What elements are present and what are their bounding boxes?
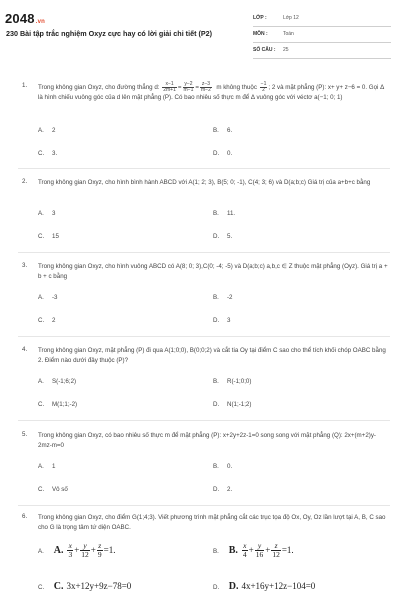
option-text: S(-1;6;2) bbox=[52, 378, 77, 385]
numerator: z bbox=[98, 541, 102, 550]
info-row-subject bbox=[253, 27, 391, 43]
stem-text: Trong không gian Oxyz, cho đường thẳng d: bbox=[38, 84, 160, 92]
stem-text: 2 và mặt phẳng (P): x+ y+ z−6 = 0. Gọi Δ là hình chiếu vuông góc của d lên mặt phẳng (P). Có bao nhiêu số thực m để Δ vuông góc với véctơ a(−1; 0; 1) bbox=[38, 84, 384, 101]
numerator: y−2 bbox=[184, 81, 193, 87]
option-a[interactable] bbox=[38, 294, 58, 301]
denominator: 2 bbox=[262, 87, 265, 93]
question-number: 3. bbox=[22, 262, 28, 269]
fraction bbox=[271, 542, 281, 559]
option-letter: A. bbox=[38, 463, 44, 470]
option-letter: D. bbox=[213, 401, 220, 408]
denominator: 3 bbox=[68, 550, 73, 559]
info-label: MÔN : bbox=[253, 31, 268, 37]
option-a[interactable] bbox=[38, 378, 76, 385]
option-c[interactable] bbox=[38, 401, 77, 408]
option-letter: D. bbox=[213, 150, 220, 157]
numerator: z bbox=[271, 542, 281, 551]
denominator: 16 bbox=[255, 550, 264, 559]
option-b[interactable] bbox=[213, 294, 233, 301]
option-big-letter: B. bbox=[228, 544, 238, 556]
option-text: 2. bbox=[227, 486, 233, 493]
denominator: 9 bbox=[97, 550, 102, 559]
logo-suffix: .vn bbox=[35, 19, 46, 25]
option-a[interactable] bbox=[38, 127, 55, 134]
option-letter: C. bbox=[38, 233, 45, 240]
option-text: 3 bbox=[227, 317, 231, 324]
option-letter: A. bbox=[38, 378, 44, 385]
option-b[interactable] bbox=[213, 127, 232, 134]
option-letter: D. bbox=[213, 486, 220, 493]
question-stem: Trong không gian Oxyz, mặt phẳng (P) đi qua A(1;0;0), B(0;0;2) và cắt tia Oy tại điểm C sao cho thể tích khối chóp OABC bằng 2. Điểm nào dưới đây thuộc (P)? bbox=[38, 347, 386, 364]
option-letter: C. bbox=[38, 486, 45, 493]
denominator: 4 bbox=[242, 550, 247, 559]
denominator: 12 bbox=[272, 550, 280, 559]
divider bbox=[18, 336, 390, 337]
option-d[interactable] bbox=[213, 486, 232, 493]
fraction bbox=[183, 82, 195, 93]
option-letter: A. bbox=[38, 210, 44, 217]
option-a[interactable] bbox=[38, 210, 55, 217]
option-c[interactable] bbox=[38, 581, 131, 592]
info-label: LỚP : bbox=[253, 15, 267, 21]
option-c[interactable] bbox=[38, 486, 68, 493]
option-text: -3 bbox=[52, 294, 58, 301]
option-letter: D. bbox=[213, 584, 220, 591]
option-formula bbox=[229, 581, 316, 591]
question-number: 2. bbox=[22, 178, 28, 185]
info-label: SỐ CÂU : bbox=[253, 47, 276, 53]
option-letter: B. bbox=[213, 463, 219, 470]
option-letter: C. bbox=[38, 317, 45, 324]
option-text: 0. bbox=[227, 463, 233, 470]
option-big-letter: C. bbox=[53, 581, 64, 592]
option-text: 15 bbox=[52, 233, 59, 240]
option-b[interactable] bbox=[213, 542, 294, 559]
option-letter: B. bbox=[213, 378, 219, 385]
option-c[interactable] bbox=[38, 233, 59, 240]
option-letter: A. bbox=[38, 294, 44, 301]
question-stem: Trong không gian Oxyz, có bao nhiêu số thực m để mặt phẳng (P): x+2y+2z-1=0 song song với mặt phẳng (Q): 2x+(m+2)y-2mz-m=0 bbox=[38, 432, 376, 449]
info-value: 25 bbox=[283, 47, 289, 53]
option-d[interactable] bbox=[213, 581, 315, 592]
formula-tail: =1. bbox=[281, 544, 294, 555]
option-text: 2 bbox=[52, 127, 56, 134]
divider bbox=[18, 420, 390, 421]
option-c[interactable] bbox=[38, 317, 55, 324]
option-letter: B. bbox=[213, 294, 219, 301]
numerator: −1 bbox=[260, 81, 267, 87]
denominator: 12 bbox=[81, 550, 89, 559]
question-number: 6. bbox=[22, 513, 28, 520]
option-letter: B. bbox=[213, 127, 219, 134]
fraction bbox=[162, 82, 177, 93]
info-row-class bbox=[253, 11, 391, 27]
option-text: 2 bbox=[52, 317, 56, 324]
option-text: 3 bbox=[52, 210, 56, 217]
numerator: z−3 bbox=[201, 81, 211, 87]
option-d[interactable] bbox=[213, 233, 232, 240]
numerator: y bbox=[80, 542, 90, 551]
document-title: 230 Bài tập trắc nghiệm Oxyz cực hay có lời giải chi tiết (P2) bbox=[6, 29, 213, 38]
option-text: -2 bbox=[227, 294, 233, 301]
option-letter: B. bbox=[213, 210, 219, 217]
option-letter: C. bbox=[38, 150, 45, 157]
option-text: N(1;-1;2) bbox=[227, 401, 252, 408]
option-letter: D. bbox=[213, 317, 220, 324]
divider bbox=[18, 252, 390, 253]
question-number: 4. bbox=[22, 346, 28, 353]
numerator: x bbox=[68, 541, 73, 550]
formula-tail: =1. bbox=[103, 544, 116, 555]
denominator: m−2 bbox=[201, 87, 211, 93]
equals: = bbox=[195, 84, 199, 92]
info-panel bbox=[253, 11, 391, 59]
info-row-count bbox=[253, 43, 391, 59]
stem-text: m không thuộc bbox=[216, 84, 257, 92]
option-text: 1 bbox=[52, 463, 56, 470]
option-text: M(1;1;-2) bbox=[52, 401, 78, 408]
option-letter: A. bbox=[38, 547, 44, 555]
divider bbox=[18, 505, 390, 506]
option-text: 3. bbox=[52, 150, 58, 157]
option-text: 11. bbox=[227, 210, 236, 217]
option-formula: B. $\frac{x}{4}$ + $\frac{y}{16}$ + $\frac{z}{12}$ =1. bbox=[228, 541, 294, 559]
info-value: Lớp 12 bbox=[283, 15, 299, 21]
equals: = bbox=[177, 84, 182, 92]
option-big-letter: D. bbox=[228, 581, 239, 592]
option-letter: B. bbox=[213, 547, 219, 555]
numerator: x−1 bbox=[162, 82, 177, 88]
option-formula: A. $\frac{x}{3}$ + $\frac{y}{12}$ + $\frac{z}{9}$ =1. bbox=[53, 541, 116, 559]
numerator: x bbox=[243, 541, 247, 550]
option-letter: C. bbox=[38, 584, 45, 591]
option-d[interactable] bbox=[213, 401, 251, 408]
option-b[interactable] bbox=[213, 378, 251, 385]
option-d[interactable] bbox=[213, 150, 232, 157]
fraction bbox=[242, 542, 248, 559]
question-stem: Trong không gian Oxyz, cho đường thẳng d: $\frac{x-1}{2m+1}$ = $\frac{y-2}{m-1}$ = $\frac{z-3}{m-2}$ m không thuộc $\frac{-1}{2}$ ; 2 và mặt phẳng (P): x+ y+ z−6 = 0. Gọi Δ là hình chiếu vuông góc của d lên mặt phẳng (P). Có bao nhiêu số thực m để Δ vuông góc với véctơ a(−1; 0; 1) bbox=[38, 81, 384, 101]
fraction bbox=[67, 542, 73, 559]
option-big-letter: A. bbox=[53, 544, 64, 556]
option-formula bbox=[54, 581, 132, 591]
document-header bbox=[0, 0, 400, 64]
option-b[interactable] bbox=[213, 463, 232, 470]
denominator: m−1 bbox=[183, 87, 194, 93]
question-stem: Trong không gian Oxyz, cho hình bình hành ABCD với A(1; 2; 3), B(5; 0; -1), C(4; 3; 6) và D(a;b;c) Giá trị của a+b+c bằng bbox=[38, 179, 371, 186]
option-d[interactable] bbox=[213, 317, 230, 324]
option-text: Vô số bbox=[52, 486, 68, 493]
question-stem: Trong không gian Oxyz, cho hình vuông ABCD có A(8; 0; 3),C(0; -4; -5) và D(a;b;c) a,b,c ∈ Z thuộc mặt phẳng (Oyz). Giá trị a + b + c bằng bbox=[38, 263, 388, 280]
question-stem: Trong không gian Oxyz, cho điểm G(1;4;3). Viết phương trình mặt phẳng cắt các trục tọa độ Ox, Oy, Oz lần lượt tại A, B, C sao cho G là trọng tâm tứ diện OABC. bbox=[38, 514, 386, 531]
site-logo[interactable] bbox=[5, 11, 45, 26]
info-value: Toán bbox=[283, 31, 294, 37]
formula-expr: 4x+16y+12z−104=0 bbox=[241, 581, 316, 591]
option-a[interactable] bbox=[38, 542, 115, 559]
option-b[interactable] bbox=[213, 210, 235, 217]
denominator: 2m+1 bbox=[163, 87, 176, 93]
option-a[interactable] bbox=[38, 463, 55, 470]
question-number: 5. bbox=[22, 431, 28, 438]
fraction bbox=[80, 542, 90, 559]
formula-expr: 3x+12y+9z−78=0 bbox=[66, 581, 132, 591]
fraction bbox=[260, 82, 268, 93]
option-text: 6. bbox=[227, 127, 233, 134]
divider bbox=[18, 168, 390, 169]
option-c[interactable] bbox=[38, 150, 57, 157]
question-number: 1. bbox=[22, 82, 28, 89]
logo-text: 2048 bbox=[5, 11, 35, 26]
option-letter: D. bbox=[213, 233, 220, 240]
fraction bbox=[255, 542, 265, 559]
option-text: 5. bbox=[227, 233, 233, 240]
option-text: R(-1;0;0) bbox=[227, 378, 252, 385]
fraction bbox=[97, 542, 103, 559]
numerator: y bbox=[255, 542, 265, 551]
fraction bbox=[200, 82, 212, 93]
option-letter: A. bbox=[38, 127, 44, 134]
option-text: 0. bbox=[227, 150, 233, 157]
option-letter: C. bbox=[38, 401, 45, 408]
